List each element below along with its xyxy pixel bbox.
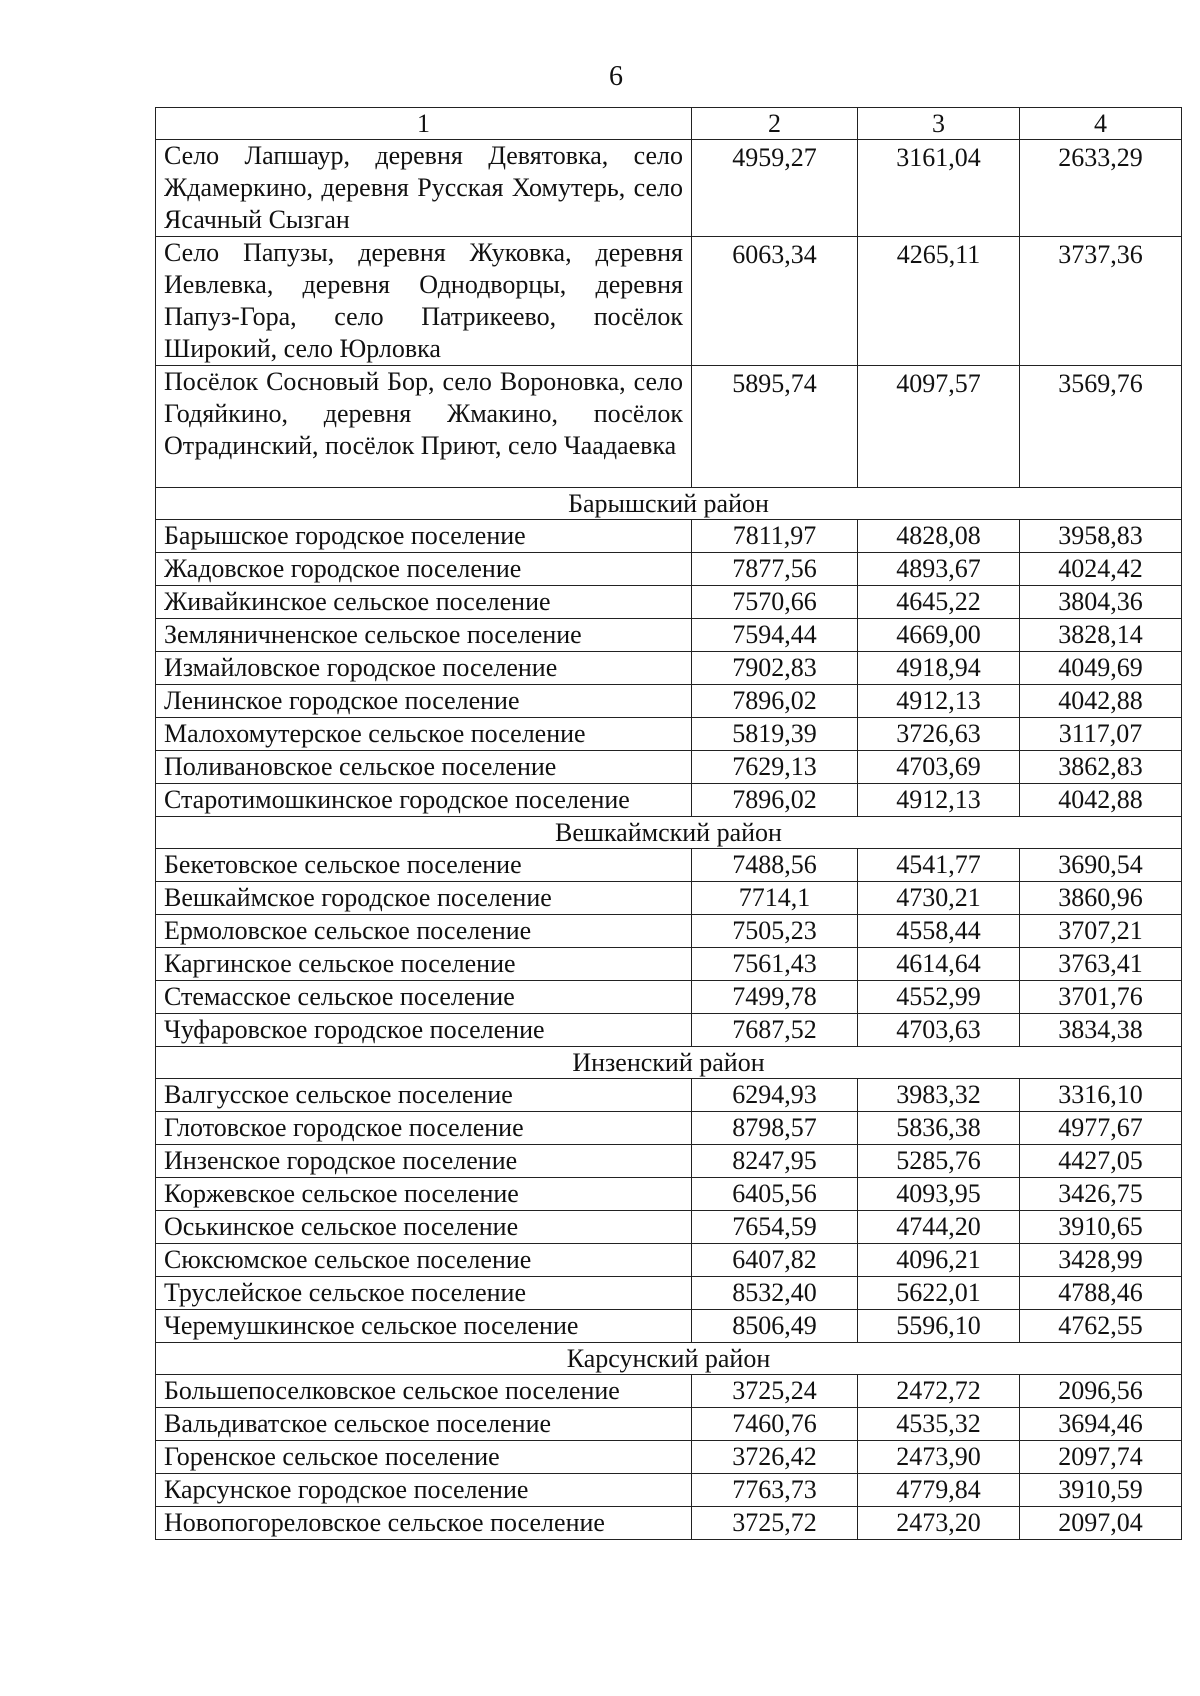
value-cell-col2: 5819,39 xyxy=(692,718,858,751)
settlement-name-cell: Земляничненское сельское поселение xyxy=(156,619,692,652)
value-cell-col4: 4049,69 xyxy=(1020,652,1182,685)
value-cell-col2: 8506,49 xyxy=(692,1310,858,1343)
settlement-name-cell: Инзенское городское поселение xyxy=(156,1145,692,1178)
table-row xyxy=(156,366,1182,488)
value-cell-col3: 4645,22 xyxy=(858,586,1020,619)
value-cell-col2: 8532,40 xyxy=(692,1277,858,1310)
value-cell-col3: 3161,04 xyxy=(858,140,1020,237)
value-cell-col3: 2473,90 xyxy=(858,1441,1020,1474)
value-cell-col2: 7896,02 xyxy=(692,685,858,718)
data-table xyxy=(155,107,1182,1540)
value-cell-col3: 4703,69 xyxy=(858,751,1020,784)
value-cell-col2: 7488,56 xyxy=(692,849,858,882)
district-heading: Барышский район xyxy=(156,488,1182,520)
value-cell-col2: 8798,57 xyxy=(692,1112,858,1145)
value-cell-col4: 3707,21 xyxy=(1020,915,1182,948)
value-cell-col3: 4614,64 xyxy=(858,948,1020,981)
table-row xyxy=(156,882,1182,915)
settlement-name-cell: Измайловское городское поселение xyxy=(156,652,692,685)
settlement-name-cell: Большепоселковское сельское поселение xyxy=(156,1375,692,1408)
value-cell-col2: 6063,34 xyxy=(692,237,858,366)
value-cell-col4: 2096,56 xyxy=(1020,1375,1182,1408)
value-cell-col2: 7629,13 xyxy=(692,751,858,784)
table-row xyxy=(156,1145,1182,1178)
value-cell-col4: 3426,75 xyxy=(1020,1178,1182,1211)
table-row xyxy=(156,948,1182,981)
value-cell-col3: 4730,21 xyxy=(858,882,1020,915)
value-cell-col2: 7763,73 xyxy=(692,1474,858,1507)
settlement-name-cell: Посёлок Сосновый Бор, село Вороновка, село Годяйкино, деревня Жмакино, посёлок Отрадинский, посёлок Приют, село Чаадаевка xyxy=(156,366,692,488)
column-header-2: 2 xyxy=(692,108,858,140)
settlement-name-cell: Вешкаймское городское поселение xyxy=(156,882,692,915)
value-cell-col3: 4552,99 xyxy=(858,981,1020,1014)
table-row xyxy=(156,1014,1182,1047)
value-cell-col3: 5596,10 xyxy=(858,1310,1020,1343)
value-cell-col4: 3690,54 xyxy=(1020,849,1182,882)
value-cell-col4: 2633,29 xyxy=(1020,140,1182,237)
table-row xyxy=(156,718,1182,751)
settlement-name-cell: Черемушкинское сельское поселение xyxy=(156,1310,692,1343)
value-cell-col2: 7460,76 xyxy=(692,1408,858,1441)
page-number: 6 xyxy=(609,61,623,92)
value-cell-col4: 4977,67 xyxy=(1020,1112,1182,1145)
value-cell-col3: 4828,08 xyxy=(858,520,1020,553)
table-row xyxy=(156,784,1182,817)
value-cell-col2: 3726,42 xyxy=(692,1441,858,1474)
value-cell-col2: 6407,82 xyxy=(692,1244,858,1277)
value-cell-col3: 4265,11 xyxy=(858,237,1020,366)
value-cell-col3: 4703,63 xyxy=(858,1014,1020,1047)
table-row xyxy=(156,619,1182,652)
value-cell-col2: 7877,56 xyxy=(692,553,858,586)
value-cell-col2: 4959,27 xyxy=(692,140,858,237)
value-cell-col3: 4535,32 xyxy=(858,1408,1020,1441)
value-cell-col4: 4427,05 xyxy=(1020,1145,1182,1178)
table-row xyxy=(156,751,1182,784)
table-body xyxy=(156,108,1182,1540)
settlement-name-cell: Труслейское сельское поселение xyxy=(156,1277,692,1310)
district-heading: Карсунский район xyxy=(156,1343,1182,1375)
table-row xyxy=(156,1079,1182,1112)
value-cell-col4: 3910,65 xyxy=(1020,1211,1182,1244)
value-cell-col4: 3860,96 xyxy=(1020,882,1182,915)
settlement-name-cell: Каргинское сельское поселение xyxy=(156,948,692,981)
settlement-name-cell: Оськинское сельское поселение xyxy=(156,1211,692,1244)
value-cell-col2: 3725,24 xyxy=(692,1375,858,1408)
value-cell-col3: 4558,44 xyxy=(858,915,1020,948)
value-cell-col4: 3117,07 xyxy=(1020,718,1182,751)
value-cell-col4: 3694,46 xyxy=(1020,1408,1182,1441)
value-cell-col4: 3804,36 xyxy=(1020,586,1182,619)
value-cell-col2: 6294,93 xyxy=(692,1079,858,1112)
value-cell-col2: 7594,44 xyxy=(692,619,858,652)
settlement-name-cell: Горенское сельское поселение xyxy=(156,1441,692,1474)
value-cell-col2: 6405,56 xyxy=(692,1178,858,1211)
value-cell-col4: 3428,99 xyxy=(1020,1244,1182,1277)
value-cell-col4: 2097,04 xyxy=(1020,1507,1182,1540)
value-cell-col4: 4762,55 xyxy=(1020,1310,1182,1343)
settlement-name-cell: Коржевское сельское поселение xyxy=(156,1178,692,1211)
value-cell-col2: 7896,02 xyxy=(692,784,858,817)
value-cell-col3: 4912,13 xyxy=(858,784,1020,817)
settlement-name-cell: Жадовское городское поселение xyxy=(156,553,692,586)
district-heading: Инзенский район xyxy=(156,1047,1182,1079)
table-row xyxy=(156,1474,1182,1507)
value-cell-col3: 2473,20 xyxy=(858,1507,1020,1540)
table-row xyxy=(156,1375,1182,1408)
settlement-name-cell: Глотовское городское поселение xyxy=(156,1112,692,1145)
settlement-name-cell: Малохомутерское сельское поселение xyxy=(156,718,692,751)
table-row xyxy=(156,1310,1182,1343)
value-cell-col3: 4096,21 xyxy=(858,1244,1020,1277)
column-header-3: 3 xyxy=(858,108,1020,140)
settlement-name-cell: Поливановское сельское поселение xyxy=(156,751,692,784)
settlement-name-cell: Ленинское городское поселение xyxy=(156,685,692,718)
value-cell-col2: 7902,83 xyxy=(692,652,858,685)
column-header-4: 4 xyxy=(1020,108,1182,140)
value-cell-col3: 3983,32 xyxy=(858,1079,1020,1112)
value-cell-col2: 7811,97 xyxy=(692,520,858,553)
value-cell-col4: 3862,83 xyxy=(1020,751,1182,784)
settlement-name-cell: Сюксюмское сельское поселение xyxy=(156,1244,692,1277)
value-cell-col3: 5836,38 xyxy=(858,1112,1020,1145)
value-cell-col3: 4541,77 xyxy=(858,849,1020,882)
value-cell-col2: 8247,95 xyxy=(692,1145,858,1178)
value-cell-col4: 3834,38 xyxy=(1020,1014,1182,1047)
value-cell-col2: 5895,74 xyxy=(692,366,858,488)
table-row xyxy=(156,586,1182,619)
settlement-name-cell: Карсунское городское поселение xyxy=(156,1474,692,1507)
table-row xyxy=(156,1178,1182,1211)
settlement-name-cell: Село Лапшаур, деревня Девятовка, село Ждамеркино, деревня Русская Хомутерь, село Ясачный Сызган xyxy=(156,140,692,237)
value-cell-col4: 3910,59 xyxy=(1020,1474,1182,1507)
table-row xyxy=(156,553,1182,586)
settlement-name-cell: Живайкинское сельское поселение xyxy=(156,586,692,619)
table-row xyxy=(156,1507,1182,1540)
section-header-row xyxy=(156,1047,1182,1079)
value-cell-col2: 7654,59 xyxy=(692,1211,858,1244)
section-header-row xyxy=(156,817,1182,849)
value-cell-col3: 3726,63 xyxy=(858,718,1020,751)
settlement-name-cell: Чуфаровское городское поселение xyxy=(156,1014,692,1047)
table-row xyxy=(156,140,1182,237)
value-cell-col2: 7687,52 xyxy=(692,1014,858,1047)
value-cell-col3: 4779,84 xyxy=(858,1474,1020,1507)
value-cell-col4: 3701,76 xyxy=(1020,981,1182,1014)
table-row xyxy=(156,1441,1182,1474)
value-cell-col3: 4097,57 xyxy=(858,366,1020,488)
column-header-1: 1 xyxy=(156,108,692,140)
value-cell-col4: 2097,74 xyxy=(1020,1441,1182,1474)
value-cell-col3: 5622,01 xyxy=(858,1277,1020,1310)
value-cell-col3: 4093,95 xyxy=(858,1178,1020,1211)
table-row xyxy=(156,520,1182,553)
value-cell-col2: 7570,66 xyxy=(692,586,858,619)
value-cell-col2: 3725,72 xyxy=(692,1507,858,1540)
value-cell-col3: 4744,20 xyxy=(858,1211,1020,1244)
value-cell-col4: 4788,46 xyxy=(1020,1277,1182,1310)
value-cell-col4: 3569,76 xyxy=(1020,366,1182,488)
table-row xyxy=(156,1408,1182,1441)
value-cell-col2: 7505,23 xyxy=(692,915,858,948)
settlement-name-cell: Старотимошкинское городское поселение xyxy=(156,784,692,817)
value-cell-col4: 4024,42 xyxy=(1020,553,1182,586)
value-cell-col4: 3316,10 xyxy=(1020,1079,1182,1112)
settlement-name-cell: Барышское городское поселение xyxy=(156,520,692,553)
table-row xyxy=(156,652,1182,685)
settlement-name-cell: Бекетовское сельское поселение xyxy=(156,849,692,882)
table-row xyxy=(156,685,1182,718)
table-row xyxy=(156,1277,1182,1310)
value-cell-col2: 7499,78 xyxy=(692,981,858,1014)
table-row xyxy=(156,1211,1182,1244)
settlement-name-cell: Вальдиватское сельское поселение xyxy=(156,1408,692,1441)
value-cell-col4: 4042,88 xyxy=(1020,784,1182,817)
value-cell-col4: 3763,41 xyxy=(1020,948,1182,981)
value-cell-col3: 2472,72 xyxy=(858,1375,1020,1408)
value-cell-col3: 4918,94 xyxy=(858,652,1020,685)
settlement-name-cell: Валгусское сельское поселение xyxy=(156,1079,692,1112)
table-row xyxy=(156,1112,1182,1145)
settlement-name-cell: Новопогореловское сельское поселение xyxy=(156,1507,692,1540)
section-header-row xyxy=(156,488,1182,520)
value-cell-col2: 7714,1 xyxy=(692,882,858,915)
table-row xyxy=(156,849,1182,882)
value-cell-col4: 4042,88 xyxy=(1020,685,1182,718)
table-header-row xyxy=(156,108,1182,140)
value-cell-col3: 5285,76 xyxy=(858,1145,1020,1178)
value-cell-col3: 4912,13 xyxy=(858,685,1020,718)
settlement-name-cell: Ермоловское сельское поселение xyxy=(156,915,692,948)
settlement-name-cell: Стемасское сельское поселение xyxy=(156,981,692,1014)
value-cell-col4: 3958,83 xyxy=(1020,520,1182,553)
section-header-row xyxy=(156,1343,1182,1375)
value-cell-col4: 3737,36 xyxy=(1020,237,1182,366)
district-heading: Вешкаймский район xyxy=(156,817,1182,849)
value-cell-col3: 4669,00 xyxy=(858,619,1020,652)
value-cell-col2: 7561,43 xyxy=(692,948,858,981)
table-row xyxy=(156,237,1182,366)
table-row xyxy=(156,1244,1182,1277)
table-row xyxy=(156,981,1182,1014)
value-cell-col4: 3828,14 xyxy=(1020,619,1182,652)
value-cell-col3: 4893,67 xyxy=(858,553,1020,586)
settlement-name-cell: Село Папузы, деревня Жуковка, деревня Иевлевка, деревня Однодворцы, деревня Папуз-Гора, село Патрикеево, посёлок Широкий, село Юрловка xyxy=(156,237,692,366)
table-row xyxy=(156,915,1182,948)
